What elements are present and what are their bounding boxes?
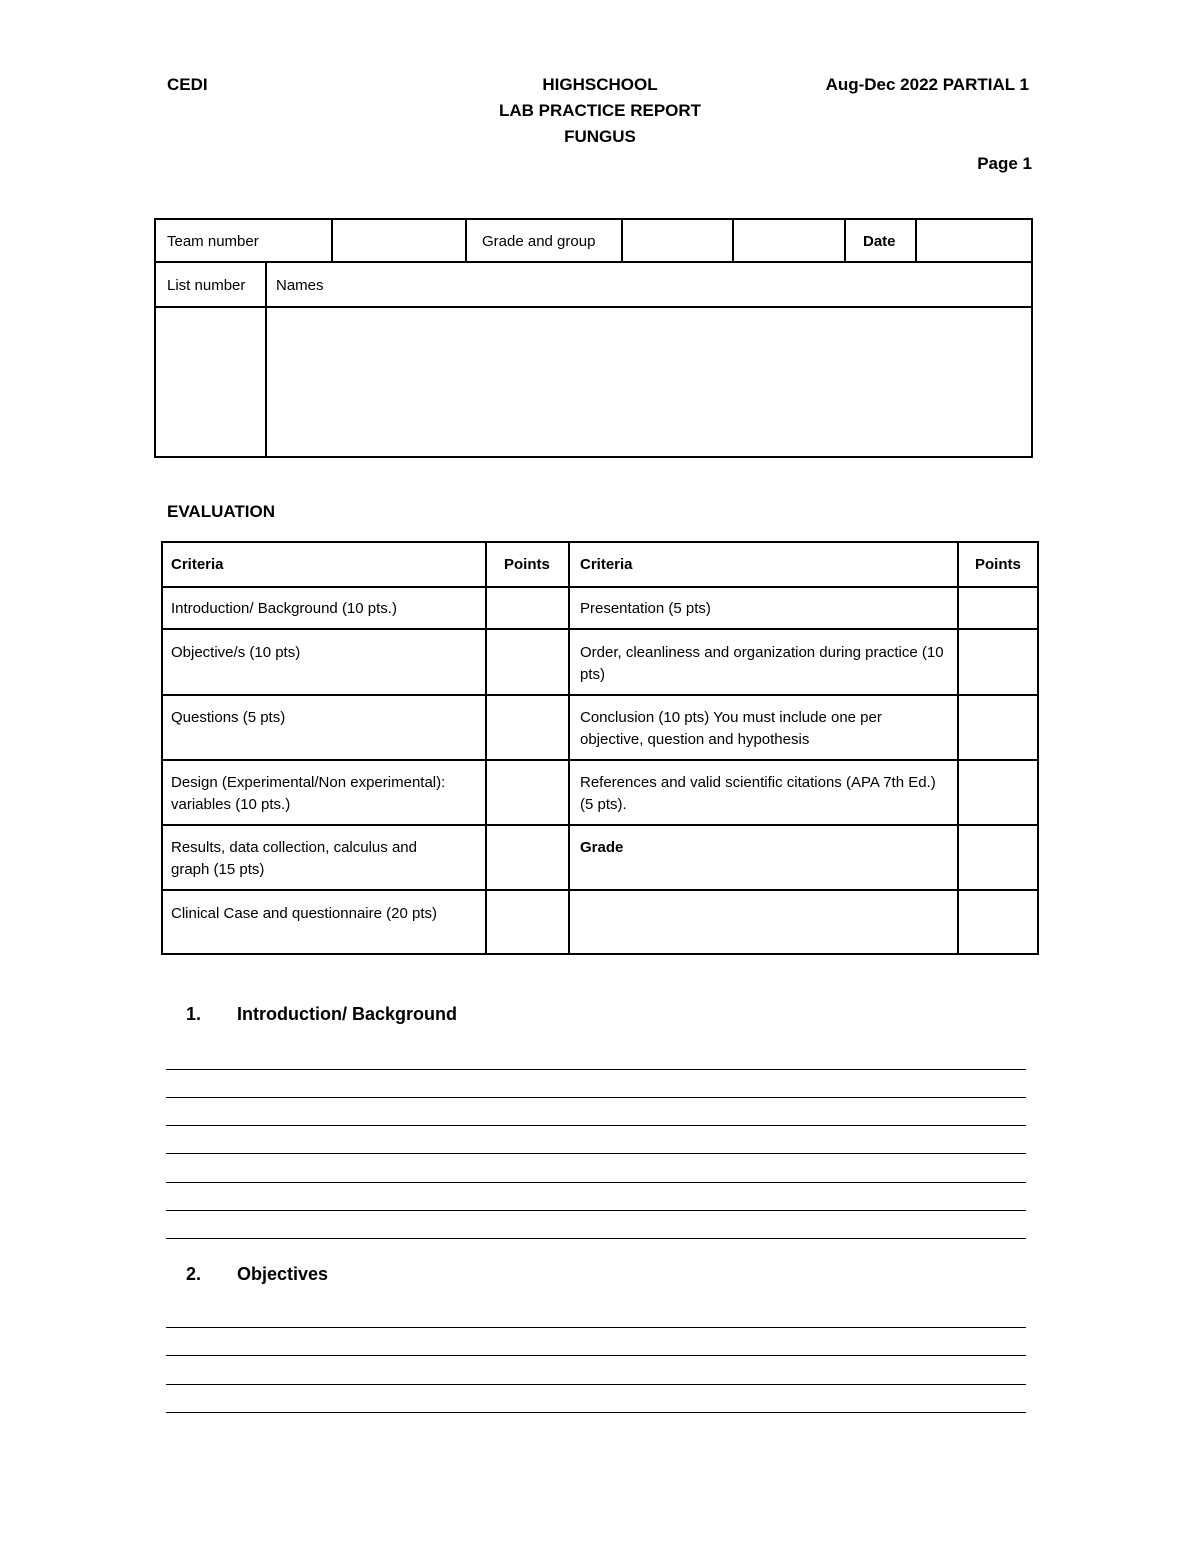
points-field[interactable] — [487, 630, 567, 693]
grade-field[interactable] — [959, 826, 1037, 888]
page-number: Page 1 — [977, 154, 1032, 173]
section-title: Objectives — [237, 1264, 329, 1284]
points-field[interactable] — [959, 630, 1037, 693]
writing-line[interactable] — [166, 1238, 1026, 1239]
criteria-cell: References and valid scientific citations (APA 7th Ed.) (5 pts). — [580, 774, 936, 813]
date-label: Date — [863, 233, 896, 250]
list-number-field[interactable] — [156, 308, 264, 454]
report-subject: FUNGUS — [564, 127, 636, 146]
points-header: Points — [504, 556, 550, 573]
table-divider — [163, 759, 1037, 761]
grade-group-label: Grade and group — [482, 233, 596, 250]
criteria-header: Criteria — [171, 556, 224, 573]
level-title: HIGHSCHOOL — [542, 75, 658, 94]
evaluation-title: EVALUATION — [167, 502, 275, 521]
criteria-cell: Objective/s (10 pts) — [171, 644, 301, 661]
table-divider — [163, 628, 1037, 630]
names-label: Names — [276, 277, 324, 294]
criteria-cell: Conclusion (10 pts) You must include one per objective, question and hypothesis — [580, 709, 882, 748]
points-field[interactable] — [487, 891, 567, 953]
section-number: 2. — [186, 1264, 202, 1284]
writing-line[interactable] — [166, 1384, 1026, 1385]
points-field[interactable] — [959, 891, 1037, 953]
writing-line[interactable] — [166, 1182, 1026, 1183]
points-header: Points — [975, 556, 1021, 573]
criteria-cell: Design (Experimental/Non experimental): variables (10 pts.) — [171, 774, 446, 813]
writing-line[interactable] — [166, 1069, 1026, 1070]
table-divider — [163, 889, 1037, 891]
team-info-table — [154, 218, 1033, 458]
list-number-label: List number — [167, 277, 246, 294]
school-name: CEDI — [167, 75, 208, 94]
team-number-field[interactable] — [333, 222, 463, 260]
criteria-cell: Results, data collection, calculus and graph (15 pts) — [171, 839, 417, 878]
points-field[interactable] — [487, 588, 567, 627]
table-divider — [156, 261, 1031, 263]
points-field[interactable] — [959, 696, 1037, 758]
period-label: Aug-Dec 2022 PARTIAL 1 — [825, 75, 1029, 94]
writing-line[interactable] — [166, 1125, 1026, 1126]
writing-line[interactable] — [166, 1327, 1026, 1328]
table-divider — [465, 220, 467, 263]
points-field[interactable] — [487, 826, 567, 888]
writing-line[interactable] — [166, 1097, 1026, 1098]
table-divider — [163, 586, 1037, 588]
points-field[interactable] — [959, 761, 1037, 823]
section-number: 1. — [186, 1004, 202, 1024]
team-number-label: Team number — [167, 233, 259, 250]
group-field[interactable] — [734, 222, 842, 260]
criteria-cell: Questions (5 pts) — [171, 709, 286, 726]
section-title: Introduction/ Background — [237, 1004, 457, 1024]
names-field[interactable] — [267, 308, 1031, 454]
criteria-cell: Introduction/ Background (10 pts.) — [171, 600, 397, 617]
writing-line[interactable] — [166, 1153, 1026, 1154]
criteria-cell: Clinical Case and questionnaire (20 pts) — [171, 905, 437, 922]
writing-line[interactable] — [166, 1412, 1026, 1413]
report-title: LAB PRACTICE REPORT — [498, 101, 702, 120]
points-field[interactable] — [487, 696, 567, 758]
criteria-header: Criteria — [580, 556, 633, 573]
date-field[interactable] — [917, 222, 1029, 260]
grade-field[interactable] — [623, 222, 730, 260]
points-field[interactable] — [959, 588, 1037, 627]
grade-label: Grade — [580, 839, 624, 856]
table-divider — [163, 824, 1037, 826]
points-field[interactable] — [487, 761, 567, 823]
writing-line[interactable] — [166, 1210, 1026, 1211]
criteria-cell: Order, cleanliness and organization during practice (10 pts) — [580, 644, 944, 683]
writing-line[interactable] — [166, 1355, 1026, 1356]
evaluation-table — [161, 541, 1039, 955]
criteria-cell: Presentation (5 pts) — [580, 600, 711, 617]
table-divider — [568, 543, 570, 953]
table-divider — [163, 694, 1037, 696]
table-divider — [844, 220, 846, 263]
